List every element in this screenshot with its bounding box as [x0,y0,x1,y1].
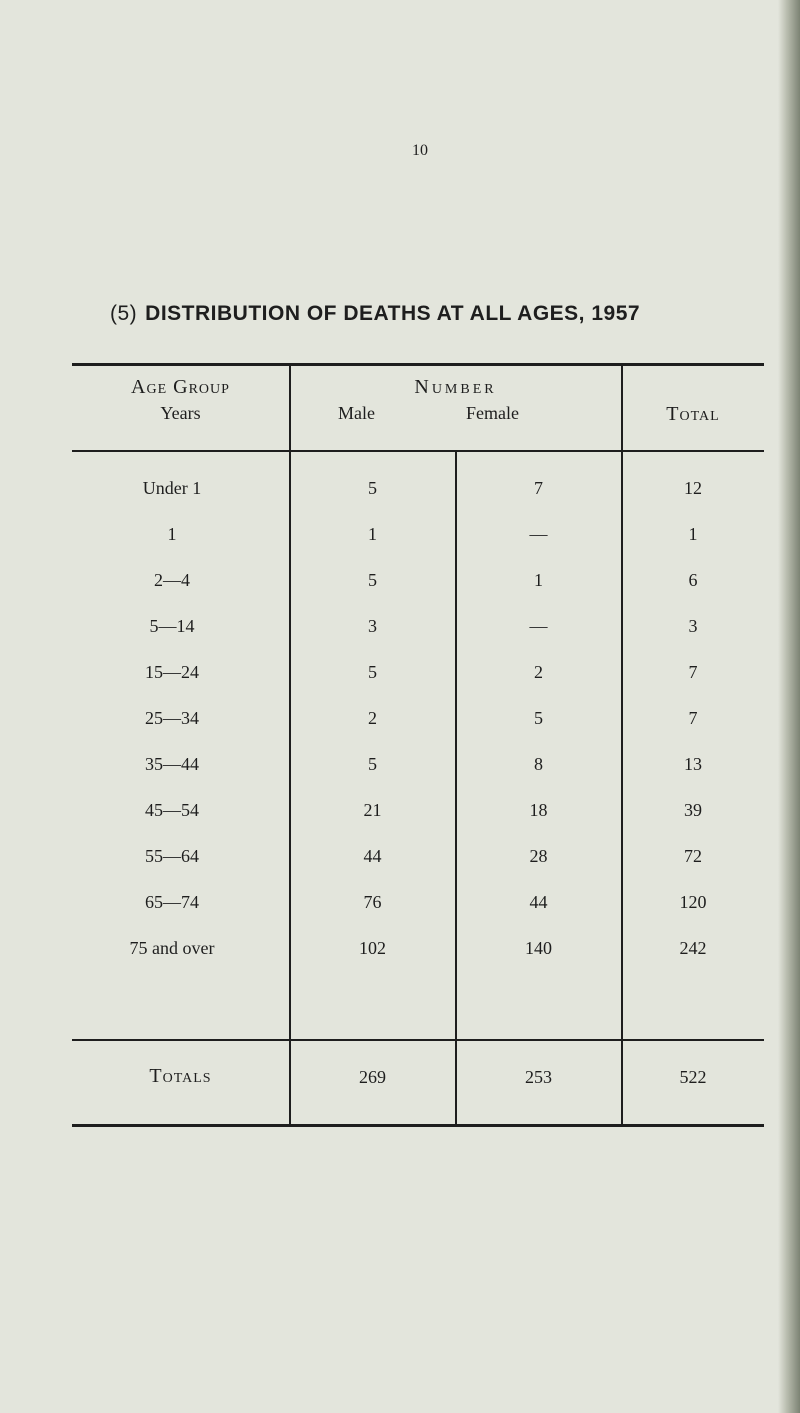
female-cell: 140 [525,938,552,958]
female-cell: 1 [534,570,543,590]
heading-title: DISTRIBUTION OF DEATHS AT ALL AGES, 1957 [145,302,641,325]
total-cell: 242 [679,938,707,958]
age-cell: 55—64 [145,846,199,866]
female-cell: 7 [534,478,543,498]
age-cell: 15—24 [145,662,199,682]
total-cell: 6 [688,570,698,590]
totals-row [72,1067,764,1097]
deaths-table [72,363,764,1128]
totals-rule [72,1039,764,1041]
table-row [72,708,764,738]
age-cell: 2—4 [154,570,190,590]
male-cell: 44 [363,846,382,866]
age-cell: 35—44 [145,754,199,774]
totals-total: 522 [679,1067,707,1087]
header-number: Number [414,376,497,398]
female-cell: 44 [529,892,548,912]
header-rule [72,450,764,452]
total-cell: 1 [688,524,698,544]
total-cell: 12 [684,478,702,498]
table-row [72,570,764,600]
total-cell: 7 [688,662,698,682]
male-cell: 3 [368,616,377,636]
table-row [72,892,764,922]
totals-female: 253 [525,1067,552,1087]
total-cell: 39 [684,800,702,820]
male-cell: 102 [359,938,386,958]
age-cell: 65—74 [145,892,199,912]
female-cell: 18 [529,800,548,820]
total-cell: 13 [684,754,702,774]
age-cell: 75 and over [129,938,215,958]
top-rule [72,363,764,366]
age-cell: 5—14 [149,616,195,636]
table-heading [110,302,770,326]
male-cell: 5 [368,478,377,498]
table-row [72,754,764,784]
total-cell: 72 [684,846,702,866]
header-years: Years [160,403,201,423]
page-edge-shadow [778,0,800,1413]
total-cell: 7 [688,708,698,728]
header-total: Total [666,403,720,425]
male-cell: 21 [363,800,382,820]
female-cell: — [529,616,548,636]
table-row [72,524,764,554]
male-cell: 76 [363,892,382,912]
female-cell: 5 [534,708,543,728]
header-female: Female [466,403,519,423]
age-cell: Under 1 [142,478,202,498]
page-number: 10 [412,142,428,159]
table-row [72,846,764,876]
header-male: Male [338,403,375,423]
table-row [72,662,764,692]
male-cell: 5 [368,570,377,590]
female-cell: 28 [529,846,548,866]
female-cell: 2 [534,662,543,682]
male-cell: 1 [368,524,377,544]
age-cell: 25—34 [145,708,199,728]
total-cell: 3 [688,616,698,636]
female-cell: — [529,524,548,544]
totals-label: Totals [149,1065,212,1087]
table-row [72,800,764,830]
heading-number: (5) [110,302,138,325]
total-cell: 120 [679,892,707,912]
male-cell: 5 [368,662,377,682]
age-cell: 45—54 [145,800,199,820]
table-row [72,938,764,968]
header-age-group: Age Group [131,376,230,398]
female-cell: 8 [534,754,543,774]
table-row [72,478,764,508]
totals-male: 269 [359,1067,386,1087]
age-cell: 1 [167,524,177,544]
bottom-rule [72,1124,764,1127]
male-cell: 2 [368,708,377,728]
male-cell: 5 [368,754,377,774]
table-row [72,616,764,646]
